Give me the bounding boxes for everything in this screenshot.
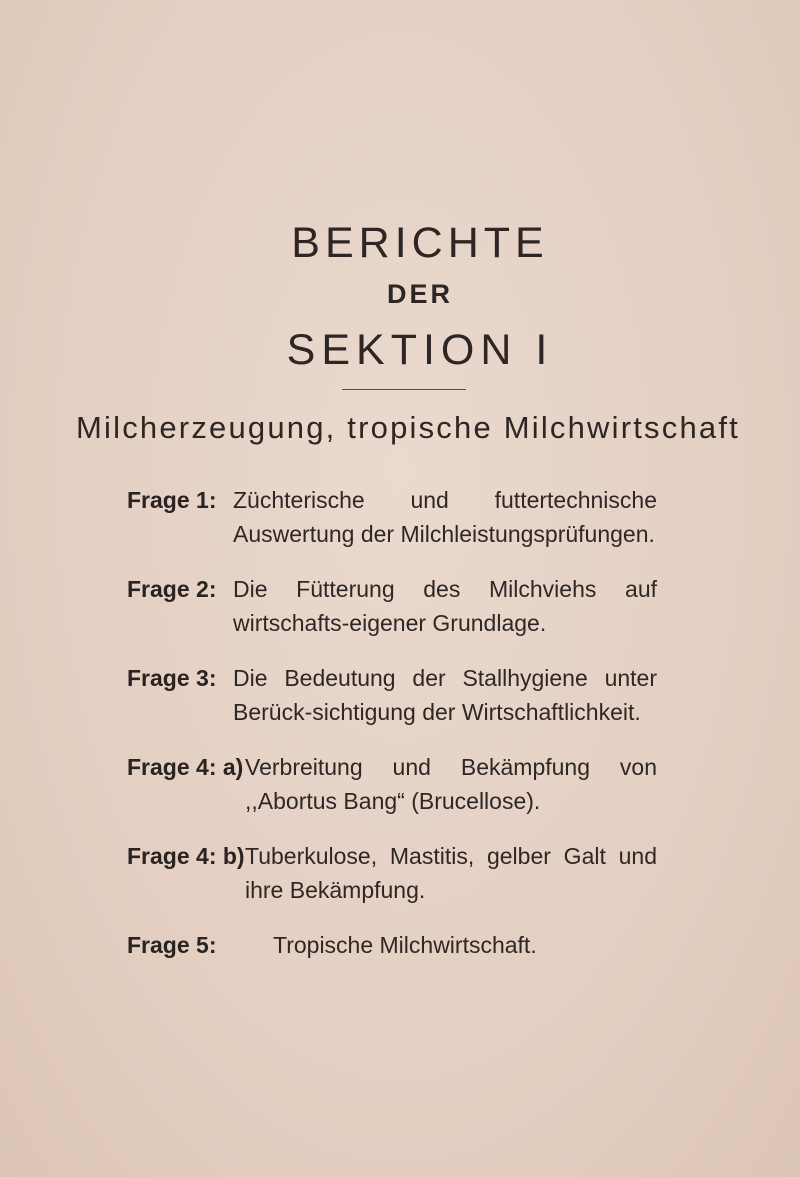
question-item-3 <box>127 661 657 729</box>
title-der: DER <box>386 279 453 309</box>
question-label: Frage 2: <box>127 576 217 602</box>
question-item-5 <box>127 928 657 962</box>
question-item-4a <box>127 750 657 818</box>
question-text: Verbreitung und Bekämpfung von ,,Abortus Bang“ (Brucellose). <box>245 754 657 814</box>
question-label: Frage 4: a) <box>127 754 244 780</box>
question-list <box>127 483 657 983</box>
question-text: Tuberkulose, Mastitis, gelber Galt und ihre Bekämpfung. <box>245 843 657 903</box>
question-label: Frage 1: <box>127 487 217 513</box>
question-text: Die Fütterung des Milchviehs auf wirtschafts-eigener Grundlage. <box>233 576 657 636</box>
divider-rule <box>342 389 466 390</box>
question-item-4b <box>127 839 657 907</box>
question-label: Frage 5: <box>127 932 217 958</box>
question-label: Frage 4: b) <box>127 843 245 869</box>
question-label: Frage 3: <box>127 665 217 691</box>
question-item-1 <box>127 483 657 551</box>
title-sektion: SEKTION I <box>286 326 554 374</box>
question-item-2 <box>127 572 657 640</box>
question-text: Die Bedeutung der Stallhygiene unter Berück-sichtigung der Wirtschaftlichkeit. <box>233 665 657 725</box>
section-subtitle: Milcherzeugung, tropische Milchwirtschaft <box>76 410 740 445</box>
title-berichte: BERICHTE <box>291 219 549 267</box>
question-text: Tropische Milchwirtschaft. <box>273 932 537 958</box>
question-text: Züchterische und futtertechnische Auswertung der Milchleistungsprüfungen. <box>233 487 657 547</box>
